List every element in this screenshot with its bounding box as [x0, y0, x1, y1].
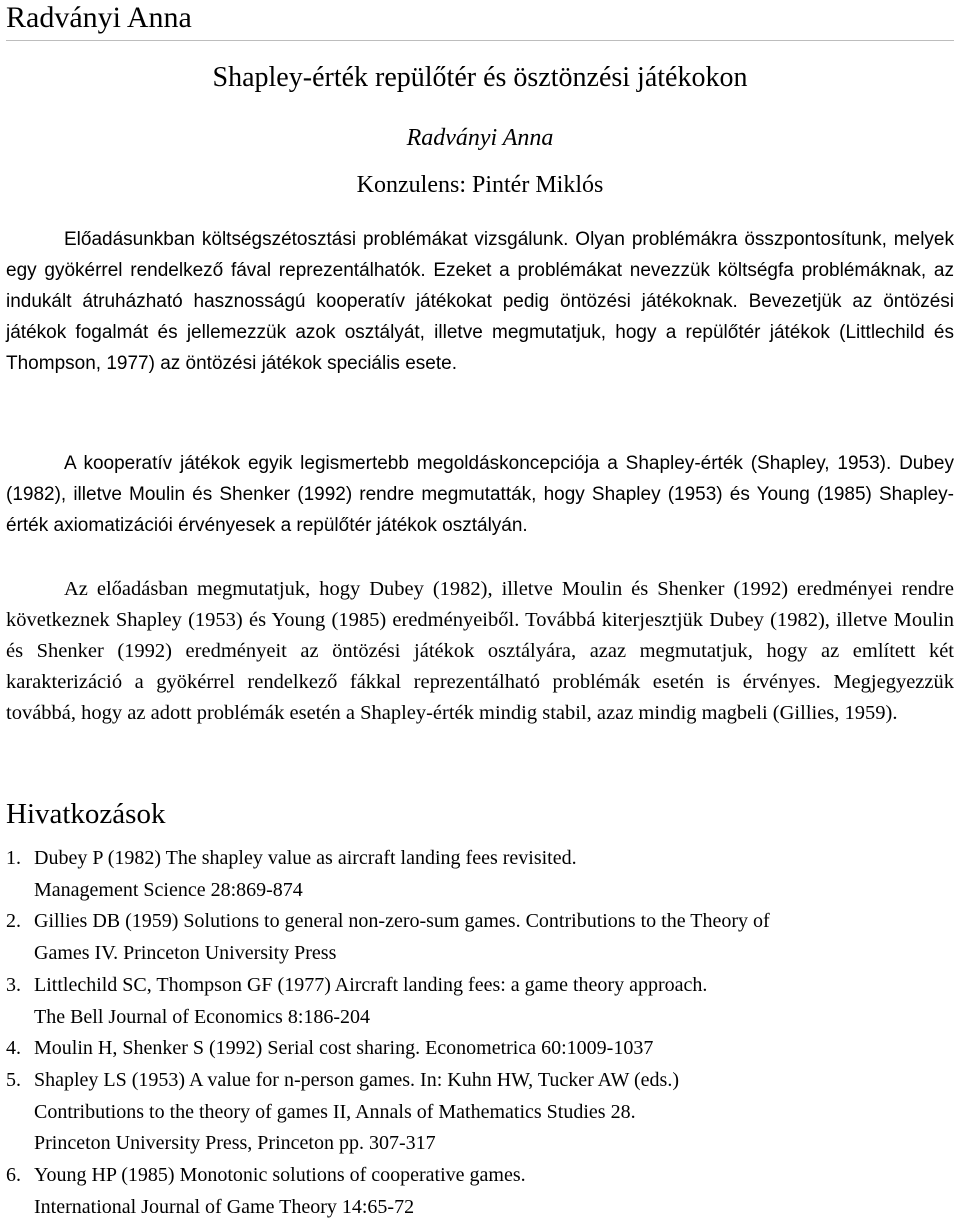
reference-line: Dubey P (1982) The shapley value as aircraft landing fees revisited.	[34, 847, 577, 869]
reference-number: 1.	[6, 847, 21, 869]
reference-number: 5.	[6, 1068, 21, 1091]
reference-line: Management Science 28:869-874	[34, 878, 303, 901]
reference-line: Princeton University Press, Princeton pp. 307-317	[34, 1132, 436, 1155]
references-heading: Hivatkozások	[6, 798, 166, 830]
paper-supervisor: Konzulens: Pintér Miklós	[356, 172, 604, 198]
reference-item	[6, 1160, 954, 1223]
reference-line: Games IV. Princeton University Press	[34, 942, 337, 965]
reference-line: Young HP (1985) Monotonic solutions of cooperative games.	[34, 1164, 526, 1187]
reference-item	[6, 906, 954, 969]
reference-number: 3.	[6, 973, 21, 996]
reference-item	[6, 970, 954, 1033]
reference-line: Littlechild SC, Thompson GF (1977) Aircraft landing fees: a game theory approach.	[34, 973, 708, 996]
running-header-author: Radványi Anna	[6, 1, 192, 34]
paper-author: Radványi Anna	[406, 125, 554, 151]
reference-line: Gillies DB (1959) Solutions to general non-zero-sum games. Contributions to the Theory of	[34, 910, 770, 933]
reference-line: The Bell Journal of Economics 8:186-204	[34, 1005, 371, 1028]
abstract-paragraph-3: Az előadásban megmutatjuk, hogy Dubey (1982), illetve Moulin és Shenker (1992) eredményei rendre következnek Shapley (1953) és Young (1985) eredményeiből. Továbbá kiterjesztjük Dubey (1982), illetve Moulin és Shenker (1992) eredményeit az öntözési játékok osztályára, azaz megmutatjuk, hogy az említett két karakterizáció a gyökérrel rendelkező fákkal reprezentálható problémák esetén is érvényes. Megjegyezzük továbbá, hogy az adott problémák esetén a Shapley-érték mindig stabil, azaz mindig magbeli (Gillies, 1959).	[6, 578, 954, 724]
reference-line: International Journal of Game Theory 14:65-72	[34, 1195, 415, 1218]
reference-list	[6, 843, 954, 1223]
header-divider	[6, 40, 954, 41]
reference-line: Shapley LS (1953) A value for n-person games. In: Kuhn HW, Tucker AW (eds.)	[34, 1068, 679, 1091]
abstract-paragraph-2: A kooperatív játékok egyik legismertebb megoldáskoncepciója a Shapley-érték (Shapley, 1953). Dubey (1982), illetve Moulin és Shenker (1992) rendre megmutatták, hogy Shapley (1953) és Young (1985) Shapley-érték axiomatizációi érvényesek a repülőtér játékok osztályán.	[6, 453, 954, 536]
reference-item	[6, 1065, 954, 1160]
reference-number: 6.	[6, 1164, 21, 1187]
paper-title: Shapley-érték repülőtér és ösztönzési játékokon	[212, 62, 748, 93]
reference-line: Moulin H, Shenker S (1992) Serial cost sharing. Econometrica 60:1009-1037	[34, 1037, 654, 1060]
reference-item	[6, 1033, 954, 1065]
reference-line: Contributions to the theory of games II, Annals of Mathematics Studies 28.	[34, 1100, 636, 1123]
abstract-paragraph-1: Előadásunkban költségszétosztási problémákat vizsgálunk. Olyan problémákra összpontosítunk, melyek egy gyökérrel rendelkező fával reprezentálhatók. Ezeket a problémákat nevezzük költségfa problémáknak, az indukált átruházható hasznosságú kooperatív játékokat pedig öntözési játékoknak. Bevezetjük az öntözési játékok fogalmát és jellemezzük azok osztályát, illetve megmutatjuk, hogy a repülőtér játékok (Littlechild és Thompson, 1977) az öntözési játékok speciális esete.	[6, 229, 954, 374]
reference-number: 4.	[6, 1037, 21, 1060]
reference-number: 2.	[6, 910, 21, 933]
reference-item	[6, 843, 954, 906]
